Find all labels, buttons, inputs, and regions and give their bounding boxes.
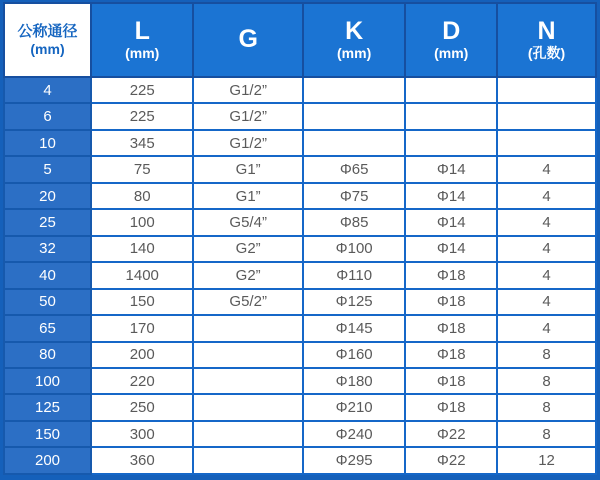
column-label: K [345,16,364,45]
table-cell [405,130,497,156]
table-cell: 4 [497,209,596,235]
table-cell: 1400 [91,262,193,288]
table-cell: 300 [91,421,193,447]
row-header-cell: 40 [4,262,91,288]
table-cell: 4 [497,262,596,288]
column-header-公称通径 [4,3,91,77]
table-cell: Φ100 [303,236,405,262]
table-cell: 80 [91,183,193,209]
column-header-N [497,3,596,77]
table-row [4,156,596,182]
table-cell: G1/2” [193,103,303,129]
column-unit-label: (mm) [30,41,65,58]
column-label: D [442,16,461,45]
table-cell: 75 [91,156,193,182]
table-cell [193,421,303,447]
row-header-cell: 6 [4,103,91,129]
table-cell: G1/2” [193,77,303,103]
table-cell: G5/2” [193,289,303,315]
table-cell: 4 [497,156,596,182]
column-unit-label: (mm) [434,45,469,62]
table-cell: 360 [91,447,193,474]
table-cell: Φ210 [303,394,405,420]
table-cell: 4 [497,183,596,209]
table-cell: G1” [193,183,303,209]
table-cell: Φ22 [405,447,497,474]
table-cell: 8 [497,394,596,420]
row-header-cell: 125 [4,394,91,420]
table-cell: Φ18 [405,315,497,341]
table-cell: 100 [91,209,193,235]
table-row [4,262,596,288]
table-cell: 8 [497,342,596,368]
row-header-cell: 10 [4,130,91,156]
table-cell: Φ160 [303,342,405,368]
table-row [4,209,596,235]
column-unit-label: (mm) [337,45,372,62]
table-row [4,342,596,368]
table-cell: 8 [497,421,596,447]
table-cell: G5/4” [193,209,303,235]
table-cell: 225 [91,103,193,129]
table-cell: Φ18 [405,262,497,288]
table-cell: Φ14 [405,183,497,209]
row-header-cell: 4 [4,77,91,103]
table-row [4,130,596,156]
table-row [4,447,596,474]
row-header-cell: 5 [4,156,91,182]
row-header-cell: 20 [4,183,91,209]
row-header-cell: 50 [4,289,91,315]
table-cell [405,103,497,129]
table-cell [193,447,303,474]
table-row [4,236,596,262]
table-cell: 4 [497,315,596,341]
table-row [4,103,596,129]
table-cell: Φ18 [405,394,497,420]
table-cell: 12 [497,447,596,474]
table-cell: G1” [193,156,303,182]
table-cell: Φ14 [405,236,497,262]
column-label: G [238,25,258,54]
table-row [4,77,596,103]
row-header-cell: 200 [4,447,91,474]
table-cell: Φ240 [303,421,405,447]
table-cell [405,77,497,103]
table-cell: Φ125 [303,289,405,315]
row-header-cell: 150 [4,421,91,447]
table-cell: Φ18 [405,342,497,368]
table-cell: 8 [497,368,596,394]
column-unit-label: (孔数) [527,45,566,62]
table-cell: Φ295 [303,447,405,474]
table-cell: Φ14 [405,156,497,182]
table-cell: 150 [91,289,193,315]
table-cell [303,77,405,103]
table-cell: Φ18 [405,368,497,394]
table-cell: 220 [91,368,193,394]
table-row [4,368,596,394]
column-label: L [134,16,150,45]
row-header-cell: 65 [4,315,91,341]
table-cell: G1/2” [193,130,303,156]
table-cell: 4 [497,289,596,315]
table-cell: G2” [193,236,303,262]
table-cell [303,103,405,129]
table-cell: Φ22 [405,421,497,447]
dimension-spec-table [3,2,597,475]
table-cell [193,315,303,341]
row-header-cell: 100 [4,368,91,394]
table-cell: Φ110 [303,262,405,288]
table-cell: Φ18 [405,289,497,315]
table-row [4,421,596,447]
column-unit-label: (mm) [125,45,160,62]
column-label: N [537,16,556,45]
table-cell: 345 [91,130,193,156]
table-cell: 170 [91,315,193,341]
column-header-G [193,3,303,77]
table-body [4,77,596,474]
table-cell: Φ75 [303,183,405,209]
table-row [4,315,596,341]
table-cell: 200 [91,342,193,368]
table-cell: G2” [193,262,303,288]
row-header-cell: 80 [4,342,91,368]
row-header-cell: 32 [4,236,91,262]
table-row [4,183,596,209]
table-cell: Φ145 [303,315,405,341]
table-cell: 225 [91,77,193,103]
table-cell [497,103,596,129]
table-cell: 4 [497,236,596,262]
table-cell: Φ85 [303,209,405,235]
table-cell: 140 [91,236,193,262]
column-label: 公称通径 [17,22,78,40]
table-cell: Φ180 [303,368,405,394]
table-cell [303,130,405,156]
table-row [4,289,596,315]
table-cell [497,77,596,103]
column-header-K [303,3,405,77]
table-cell [193,368,303,394]
table-row [4,394,596,420]
table-cell [497,130,596,156]
table-cell [193,394,303,420]
table-cell: Φ14 [405,209,497,235]
column-header-D [405,3,497,77]
table-cell [193,342,303,368]
row-header-cell: 25 [4,209,91,235]
table-header [4,3,596,77]
table-cell: 250 [91,394,193,420]
table-cell: Φ65 [303,156,405,182]
header-row [4,3,596,77]
column-header-L [91,3,193,77]
